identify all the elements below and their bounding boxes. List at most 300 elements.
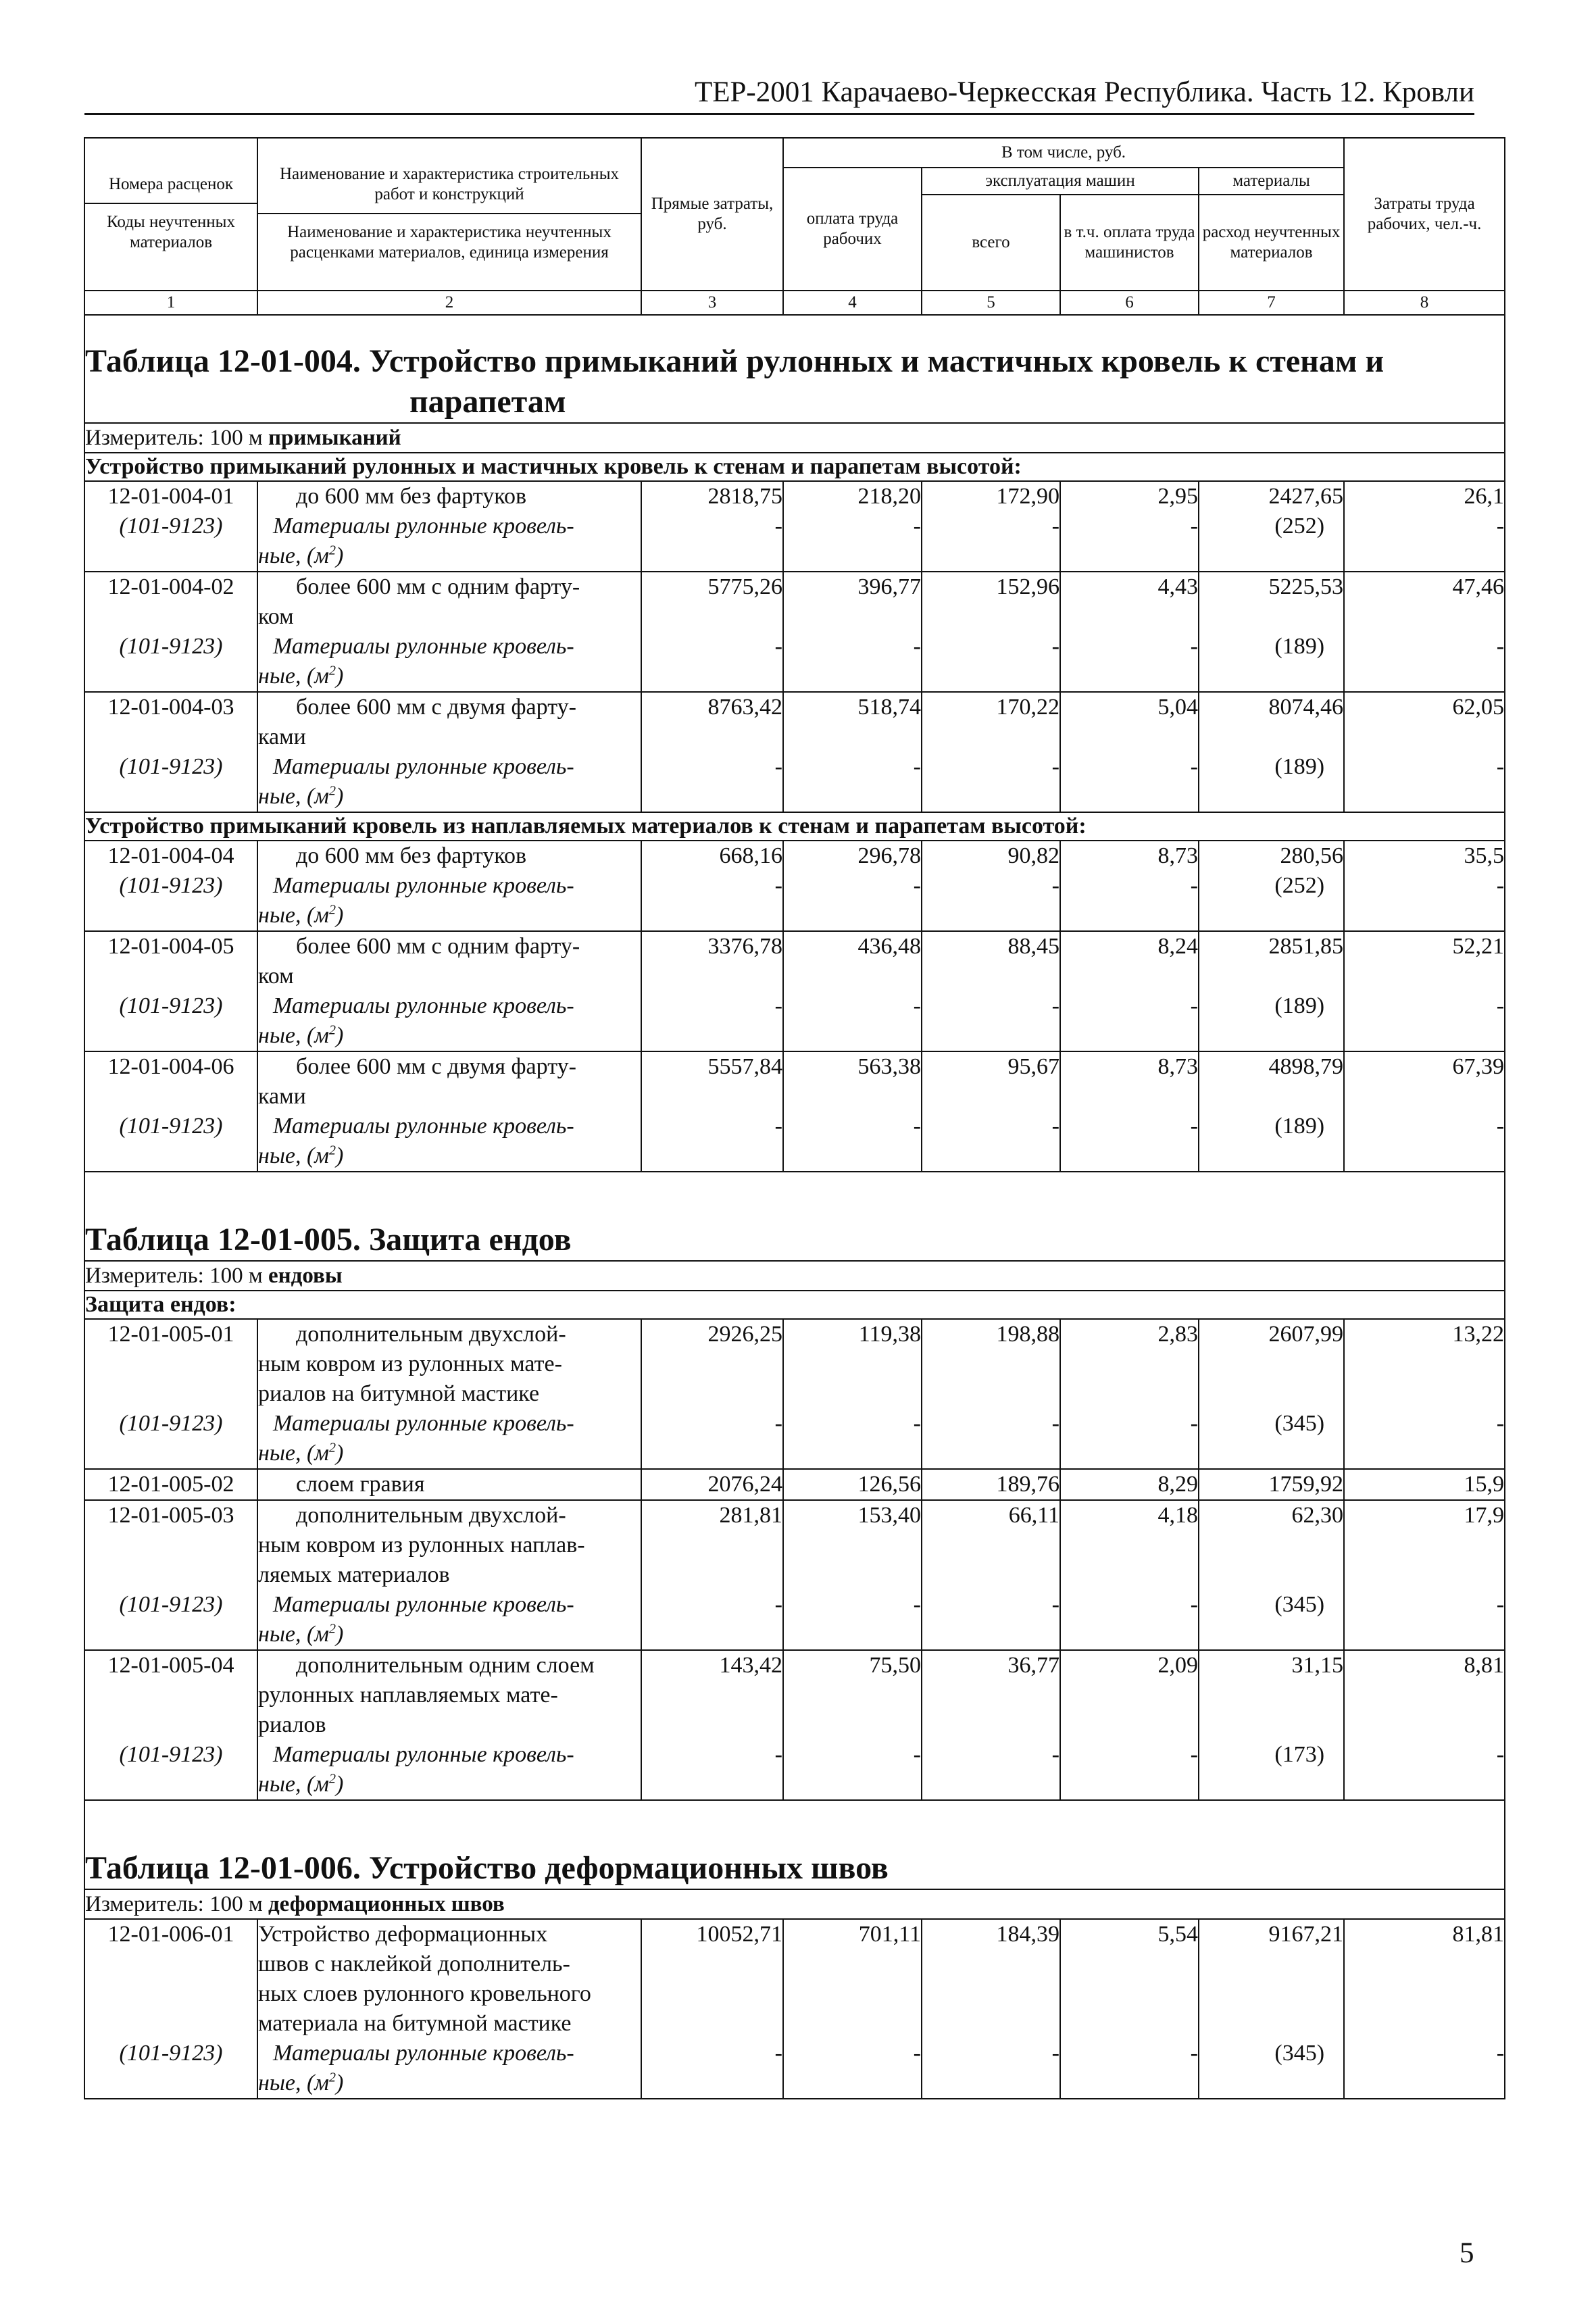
labor-pay: 126,56 <box>857 1472 921 1497</box>
labor-hours: 8,81 <box>1464 1653 1505 1678</box>
materials-cost: 31,15 <box>1291 1653 1344 1678</box>
dash: - <box>774 1592 782 1617</box>
material-name: Материалы рулонные кровель- <box>273 1592 574 1617</box>
direct-cost-cell <box>641 841 783 931</box>
section-title-text: Таблица 12-01-005. Защита ендов <box>85 1222 572 1258</box>
machines-total: 95,67 <box>1007 1054 1059 1079</box>
direct-cost-cell <box>641 931 783 1051</box>
work-description-line: рулонных наплавляемых мате- <box>258 1683 558 1708</box>
machines-total-cell <box>922 1469 1060 1500</box>
materials-cost: 62,30 <box>1291 1503 1344 1528</box>
material-quantity: (252) <box>1274 873 1325 898</box>
materials-cost: 1759,92 <box>1268 1472 1344 1497</box>
meter-label: Измеритель: 100 м <box>85 1892 268 1916</box>
labor-pay-cell <box>783 1650 922 1800</box>
labor-pay-cell <box>783 841 922 931</box>
dash: - <box>774 873 782 898</box>
material-quantity: (189) <box>1274 993 1325 1018</box>
material-quantity: (189) <box>1274 754 1325 779</box>
work-description-line: до 600 мм без фартуков <box>296 843 527 868</box>
meter-label: Измеритель: 100 м <box>85 426 268 450</box>
machines-total: 88,45 <box>1007 934 1059 959</box>
dash: - <box>913 1411 921 1436</box>
material-unit: ные, $(м^2)$ <box>258 1621 344 1647</box>
dash: - <box>1496 754 1505 779</box>
dash: - <box>913 993 921 1018</box>
machines-total-cell <box>922 1919 1060 2099</box>
material-quantity: (345) <box>1274 1411 1325 1436</box>
dash: - <box>1051 754 1059 779</box>
machines-total: 184,39 <box>996 1922 1059 1947</box>
machines-labor: 5,04 <box>1157 695 1198 720</box>
rate-code-cell <box>84 1051 257 1172</box>
machines-total: 36,77 <box>1007 1653 1059 1678</box>
dash: - <box>913 1592 921 1617</box>
material-unit: ные, $(м^2)$ <box>258 1022 344 1048</box>
machines-total-cell <box>922 1650 1060 1800</box>
materials-cost-cell <box>1199 1051 1344 1172</box>
dash: - <box>774 634 782 659</box>
work-description-line: более 600 мм с одним фарту- <box>296 574 580 599</box>
table-row <box>84 1319 1505 1469</box>
machines-total-cell <box>922 841 1060 931</box>
dash: - <box>1051 1742 1059 1767</box>
labor-pay: 701,11 <box>858 1922 921 1947</box>
rate-code: 12-01-004-04 <box>107 843 234 868</box>
labor-pay: 436,48 <box>857 934 921 959</box>
direct-cost: 2076,24 <box>707 1472 782 1497</box>
rate-code-cell <box>84 481 257 572</box>
direct-cost-cell <box>641 1319 783 1469</box>
dash: - <box>774 1411 782 1436</box>
material-name: Материалы рулонные кровель- <box>273 2041 574 2066</box>
material-code: (101-9123) <box>119 1742 223 1767</box>
machines-total-cell <box>922 1500 1060 1650</box>
work-description-line: ками <box>258 724 306 749</box>
dash: - <box>913 2041 921 2066</box>
work-description-cell <box>257 481 641 572</box>
machines-labor-cell <box>1060 1650 1199 1800</box>
machines-total-cell <box>922 481 1060 572</box>
machines-labor-cell <box>1060 692 1199 812</box>
work-description-cell <box>257 572 641 692</box>
material-unit: ные, $(м^2)$ <box>258 1440 344 1466</box>
machines-total: 152,96 <box>996 574 1059 599</box>
machines-labor: 4,18 <box>1157 1503 1198 1528</box>
col-machines-labor-header: в т.ч. оплата труда машинистов <box>1060 195 1199 291</box>
direct-cost: 2926,25 <box>707 1322 782 1347</box>
dash: - <box>774 993 782 1018</box>
labor-hours: 81,81 <box>1452 1922 1505 1947</box>
work-description-line: слоем гравия <box>296 1472 425 1497</box>
page-number: 5 <box>1460 2237 1474 2269</box>
direct-cost: 3376,78 <box>707 934 782 959</box>
machines-labor-cell <box>1060 572 1199 692</box>
labor-hours-cell <box>1344 931 1505 1051</box>
material-code: (101-9123) <box>119 634 223 659</box>
materials-cost-cell <box>1199 1469 1344 1500</box>
dash: - <box>1051 993 1059 1018</box>
labor-hours: 17,9 <box>1464 1503 1505 1528</box>
meter-unit: ендовы <box>268 1264 343 1288</box>
machines-total-cell <box>922 1051 1060 1172</box>
labor-pay: 119,38 <box>858 1322 921 1347</box>
machines-total: 198,88 <box>996 1322 1059 1347</box>
section-spacer <box>84 1800 1505 1848</box>
work-description-cell <box>257 692 641 812</box>
labor-pay: 75,50 <box>869 1653 921 1678</box>
direct-cost-cell <box>641 1051 783 1172</box>
direct-cost-cell <box>641 1469 783 1500</box>
machines-labor-cell <box>1060 1051 1199 1172</box>
col-direct-header: Прямые затраты, руб. <box>641 138 783 291</box>
dash: - <box>1496 1411 1505 1436</box>
running-header <box>84 76 1474 115</box>
dash: - <box>913 754 921 779</box>
material-quantity: (173) <box>1274 1742 1325 1767</box>
machines-total: 172,90 <box>996 484 1059 509</box>
labor-hours: 62,05 <box>1452 695 1505 720</box>
table-row <box>84 1650 1505 1800</box>
section-title-cont: парапетам <box>409 384 566 420</box>
work-description-line: риалов <box>258 1712 326 1737</box>
rate-code-cell <box>84 1650 257 1800</box>
dash: - <box>774 2041 782 2066</box>
meter-label: Измеритель: 100 м <box>85 1264 268 1288</box>
dash: - <box>1496 1742 1505 1767</box>
direct-cost: 5775,26 <box>707 574 782 599</box>
col-codes-header: Номера расценок Коды неучтенных материалов <box>84 138 257 291</box>
labor-hours-cell <box>1344 692 1505 812</box>
labor-pay-cell <box>783 1319 922 1469</box>
labor-pay-cell <box>783 1469 922 1500</box>
rates-table-wrap <box>84 137 1504 2099</box>
materials-cost: 280,56 <box>1280 843 1344 868</box>
material-quantity: (189) <box>1274 634 1325 659</box>
materials-cost: 8074,46 <box>1268 695 1344 720</box>
labor-hours: 13,22 <box>1452 1322 1505 1347</box>
material-code: (101-9123) <box>119 1114 223 1139</box>
col-materials-header: материалы <box>1199 168 1344 195</box>
materials-cost-cell <box>1199 1319 1344 1469</box>
col-machines-total-header: всего <box>922 195 1060 291</box>
rate-code-cell <box>84 692 257 812</box>
dash: - <box>1190 514 1198 539</box>
direct-cost-cell <box>641 481 783 572</box>
dash: - <box>1051 873 1059 898</box>
rate-code-cell <box>84 841 257 931</box>
labor-pay-cell <box>783 692 922 812</box>
table-row <box>84 1469 1505 1500</box>
labor-hours-cell <box>1344 1650 1505 1800</box>
column-numbers-row: 1 2 3 4 5 6 7 8 <box>84 291 1505 315</box>
dash: - <box>913 1114 921 1139</box>
material-code: (101-9123) <box>119 993 223 1018</box>
subgroup-heading: Устройство примыканий рулонных и мастичных кровель к стенам и парапетам высотой: <box>84 453 1505 481</box>
machines-total: 66,11 <box>1008 1503 1059 1528</box>
materials-cost-cell <box>1199 692 1344 812</box>
col-machines-header: эксплуатация машин <box>922 168 1199 195</box>
dash: - <box>1051 2041 1059 2066</box>
materials-cost: 9167,21 <box>1268 1922 1344 1947</box>
dash: - <box>1190 1742 1198 1767</box>
labor-pay: 153,40 <box>857 1503 921 1528</box>
material-quantity: (189) <box>1274 1114 1325 1139</box>
section-meter <box>84 1261 1505 1291</box>
dash: - <box>1496 514 1505 539</box>
material-code: (101-9123) <box>119 1592 223 1617</box>
materials-cost: 2851,85 <box>1268 934 1344 959</box>
labor-pay-cell <box>783 1919 922 2099</box>
materials-cost-cell <box>1199 931 1344 1051</box>
labor-hours-cell <box>1344 1500 1505 1650</box>
labor-pay: 563,38 <box>857 1054 921 1079</box>
dash: - <box>1190 634 1198 659</box>
work-description-cell <box>257 1051 641 1172</box>
materials-cost: 2427,65 <box>1268 484 1344 509</box>
labor-pay-cell <box>783 481 922 572</box>
dash: - <box>1190 1592 1198 1617</box>
dash: - <box>1190 2041 1198 2066</box>
labor-hours: 15,9 <box>1464 1472 1505 1497</box>
col-laborpay-header: оплата труда рабочих <box>783 168 922 291</box>
dash: - <box>1190 993 1198 1018</box>
col-materials-sub-header: расход неучтенных материалов <box>1199 195 1344 291</box>
rate-code: 12-01-004-03 <box>107 695 234 720</box>
labor-pay: 396,77 <box>857 574 921 599</box>
labor-pay-cell <box>783 1500 922 1650</box>
materials-cost-cell <box>1199 1650 1344 1800</box>
rate-code: 12-01-006-01 <box>107 1922 234 1947</box>
labor-pay-cell <box>783 572 922 692</box>
dash: - <box>1051 1114 1059 1139</box>
table-body <box>84 315 1505 2099</box>
rate-code: 12-01-005-03 <box>107 1503 234 1528</box>
labor-pay: 296,78 <box>857 843 921 868</box>
section-title <box>84 341 1505 423</box>
material-code: (101-9123) <box>119 754 223 779</box>
direct-cost-cell <box>641 692 783 812</box>
work-description-line: ком <box>258 604 294 629</box>
machines-labor-cell <box>1060 1469 1199 1500</box>
table-header <box>84 138 1505 315</box>
direct-cost: 2818,75 <box>707 484 782 509</box>
rate-code: 12-01-005-04 <box>107 1653 234 1678</box>
machines-total: 90,82 <box>1007 843 1059 868</box>
material-quantity: (345) <box>1274 2041 1325 2066</box>
work-description-line: материала на битумной мастике <box>258 2011 572 2036</box>
direct-cost: 8763,42 <box>707 695 782 720</box>
labor-hours: 52,21 <box>1452 934 1505 959</box>
section-meter <box>84 1889 1505 1919</box>
material-unit: ные, $(м^2)$ <box>258 663 344 689</box>
dash: - <box>1051 1411 1059 1436</box>
materials-cost-cell <box>1199 481 1344 572</box>
dash: - <box>1190 873 1198 898</box>
col-names-header: Наименование и характеристика строительных работ и конструкций Наименование и характеристика неучтенных расценками материалов, единица измерения <box>257 138 641 291</box>
material-code: (101-9123) <box>119 1411 223 1436</box>
dash: - <box>1496 2041 1505 2066</box>
work-description-cell <box>257 1500 641 1650</box>
dash: - <box>913 514 921 539</box>
direct-cost-cell <box>641 572 783 692</box>
col-labor-header: Затраты труда рабочих, чел.-ч. <box>1344 138 1505 291</box>
machines-labor: 5,54 <box>1157 1922 1198 1947</box>
material-name: Материалы рулонные кровель- <box>273 634 574 659</box>
work-description-line: до 600 мм без фартуков <box>296 484 527 509</box>
labor-hours: 67,39 <box>1452 1054 1505 1079</box>
labor-hours-cell <box>1344 1051 1505 1172</box>
labor-hours: 47,46 <box>1452 574 1505 599</box>
material-name: Материалы рулонные кровель- <box>273 1411 574 1436</box>
machines-labor: 4,43 <box>1157 574 1198 599</box>
direct-cost: 143,42 <box>719 1653 782 1678</box>
rate-code-cell <box>84 572 257 692</box>
work-description-line: ным ковром из рулонных мате- <box>258 1351 562 1376</box>
dash: - <box>1051 1592 1059 1617</box>
machines-labor-cell <box>1060 1500 1199 1650</box>
machines-total-cell <box>922 692 1060 812</box>
material-name: Материалы рулонные кровель- <box>273 873 574 898</box>
material-unit: ные, $(м^2)$ <box>258 1143 344 1168</box>
labor-hours-cell <box>1344 481 1505 572</box>
direct-cost: 668,16 <box>719 843 782 868</box>
rate-code-cell <box>84 931 257 1051</box>
machines-labor-cell <box>1060 481 1199 572</box>
work-description-line: более 600 мм с одним фарту- <box>296 934 580 959</box>
section-spacer <box>84 315 1505 341</box>
machines-labor: 2,95 <box>1157 484 1198 509</box>
dash: - <box>913 634 921 659</box>
subgroup-heading: Защита ендов: <box>84 1291 1505 1319</box>
work-description-cell <box>257 1650 641 1800</box>
labor-hours-cell <box>1344 1919 1505 2099</box>
material-unit: ные, $(м^2)$ <box>258 2070 344 2095</box>
machines-labor-cell <box>1060 1919 1199 2099</box>
work-description-line: более 600 мм с двумя фарту- <box>296 695 576 720</box>
dash: - <box>774 1742 782 1767</box>
machines-labor: 2,83 <box>1157 1322 1198 1347</box>
labor-pay-cell <box>783 1051 922 1172</box>
material-unit: ные, $(м^2)$ <box>258 543 344 568</box>
table-row <box>84 572 1505 692</box>
materials-cost: 2607,99 <box>1268 1322 1344 1347</box>
table-row <box>84 931 1505 1051</box>
table-row <box>84 1051 1505 1172</box>
materials-cost-cell <box>1199 1919 1344 2099</box>
machines-total-cell <box>922 931 1060 1051</box>
work-description-line: ляемых материалов <box>258 1562 450 1587</box>
rate-code: 12-01-004-02 <box>107 574 234 599</box>
work-description-line: риалов на битумной мастике <box>258 1381 540 1406</box>
subgroup-heading: Устройство примыканий кровель из наплавляемых материалов к стенам и парапетам высотой: <box>84 812 1505 841</box>
section-spacer <box>84 1172 1505 1220</box>
material-name: Материалы рулонные кровель- <box>273 754 574 779</box>
rate-code: 12-01-004-06 <box>107 1054 234 1079</box>
work-description-cell <box>257 841 641 931</box>
work-description-cell <box>257 931 641 1051</box>
materials-cost: 4898,79 <box>1268 1054 1344 1079</box>
table-row <box>84 1500 1505 1650</box>
machines-total: 170,22 <box>996 695 1059 720</box>
work-description-line: дополнительным двухслой- <box>296 1322 566 1347</box>
material-quantity: (252) <box>1274 514 1325 539</box>
dash: - <box>1496 1114 1505 1139</box>
dash: - <box>1190 1114 1198 1139</box>
material-unit: ные, $(м^2)$ <box>258 1771 344 1797</box>
work-description-line: ком <box>258 964 294 989</box>
rate-code-cell <box>84 1919 257 2099</box>
work-description-line: более 600 мм с двумя фарту- <box>296 1054 576 1079</box>
work-description-line: дополнительным одним слоем <box>296 1653 595 1678</box>
dash: - <box>1051 514 1059 539</box>
direct-cost-cell <box>641 1650 783 1800</box>
machines-labor-cell <box>1060 931 1199 1051</box>
col-incl-header: В том числе, руб. <box>783 138 1344 168</box>
work-description-line: Устройство деформационных <box>258 1922 548 1947</box>
machines-total: 189,76 <box>996 1472 1059 1497</box>
work-description-line: швов с наклейкой дополнитель- <box>258 1951 570 1976</box>
dash: - <box>1051 634 1059 659</box>
table-row <box>84 692 1505 812</box>
machines-labor: 8,73 <box>1157 1054 1198 1079</box>
material-code: (101-9123) <box>119 2041 223 2066</box>
materials-cost-cell <box>1199 1500 1344 1650</box>
meter-unit: деформационных швов <box>268 1892 505 1916</box>
work-description-line: ным ковром из рулонных наплав- <box>258 1533 585 1558</box>
dash: - <box>1496 634 1505 659</box>
running-header-text: ТЕР-2001 Карачаево-Черкесская Республика. Часть 12. Кровли <box>694 76 1474 108</box>
dash: - <box>1496 1592 1505 1617</box>
direct-cost-cell <box>641 1500 783 1650</box>
table-row <box>84 841 1505 931</box>
materials-cost-cell <box>1199 841 1344 931</box>
dash: - <box>774 514 782 539</box>
direct-cost: 10052,71 <box>696 1922 782 1947</box>
materials-cost-cell <box>1199 572 1344 692</box>
labor-hours-cell <box>1344 1319 1505 1469</box>
dash: - <box>1496 873 1505 898</box>
machines-labor-cell <box>1060 841 1199 931</box>
direct-cost: 281,81 <box>719 1503 782 1528</box>
machines-labor: 8,24 <box>1157 934 1198 959</box>
material-name: Материалы рулонные кровель- <box>273 1114 574 1139</box>
labor-pay: 218,20 <box>857 484 921 509</box>
table-row <box>84 481 1505 572</box>
material-name: Материалы рулонные кровель- <box>273 514 574 539</box>
labor-hours-cell <box>1344 841 1505 931</box>
material-code: (101-9123) <box>119 514 223 539</box>
labor-hours: 35,5 <box>1464 843 1505 868</box>
work-description-line: дополнительным двухслой- <box>296 1503 566 1528</box>
labor-hours-cell <box>1344 1469 1505 1500</box>
machines-labor: 8,73 <box>1157 843 1198 868</box>
work-description-cell <box>257 1919 641 2099</box>
machines-labor: 2,09 <box>1157 1653 1198 1678</box>
dash: - <box>913 1742 921 1767</box>
rate-code: 12-01-005-01 <box>107 1322 234 1347</box>
table-row <box>84 1919 1505 2099</box>
material-code: (101-9123) <box>119 873 223 898</box>
work-description-line: ками <box>258 1084 306 1109</box>
section-title <box>84 1220 1505 1261</box>
section-title-text: Таблица 12-01-004. Устройство примыканий рулонных и мастичных кровель к стенам и <box>85 343 1385 379</box>
dash: - <box>913 873 921 898</box>
labor-pay-cell <box>783 931 922 1051</box>
rate-code: 12-01-004-05 <box>107 934 234 959</box>
rate-code: 12-01-004-01 <box>107 484 234 509</box>
work-description-cell <box>257 1469 641 1500</box>
